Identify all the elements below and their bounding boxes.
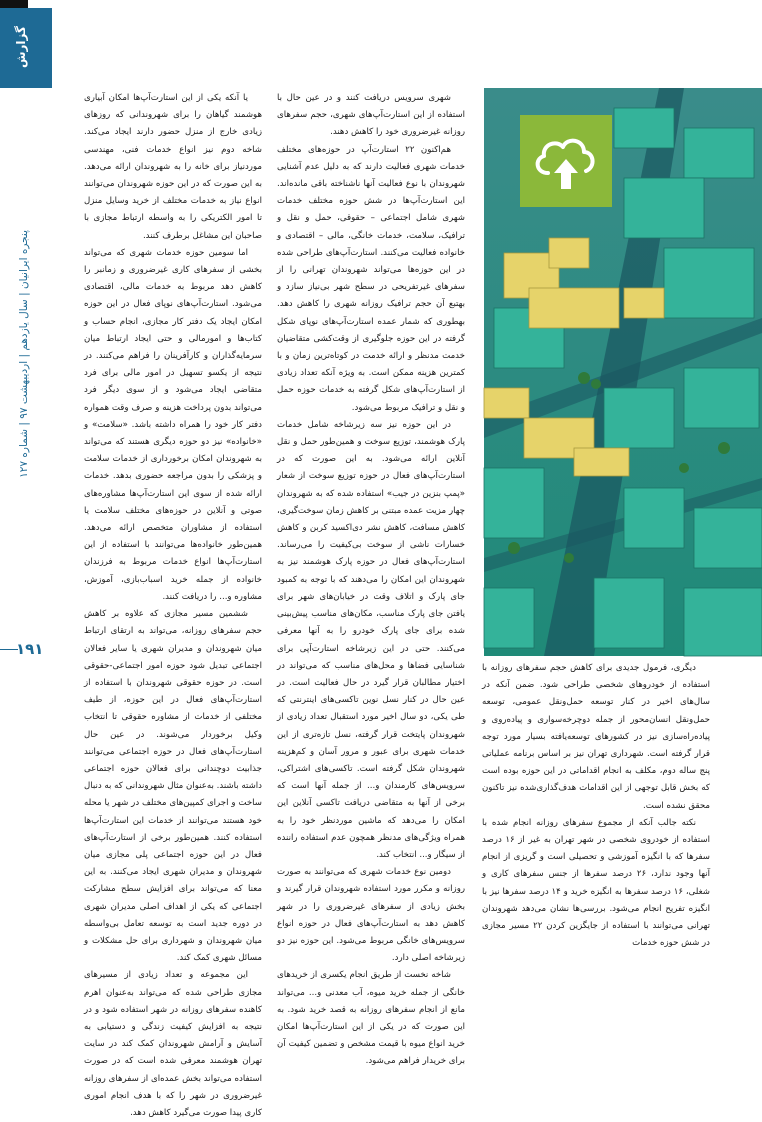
paragraph: هم‌اکنون ۲۲ استارت‌آپ در حوزه‌های مختلف خدمات شهری فعالیت دارند که به دلیل عدم آشنایی شهروندان با نوع فعالیت آنها ناشناخته باقی مانده‌اند. این استارت‌آپ‌ها در شش حوزه مختلف خدمات شهری شامل اجتماعی – حقوقی، حمل و نقل و ترافیک، سلامت، خدمات خانگی، مالی – اقتصادی و خانواده فعالیت می‌کنند. استارت‌آپ‌های طراحی شده در این حوزه‌ها می‌تواند شهروندان تهرانی را از سفرهای غیرتفریحی در سطح شهر بی‌نیاز سازد و بهتبع آن حجم ترافیک روزانه شهری را کاهش دهد. بهطوری که شمار عمده استارت‌آپ‌های نوپای شکل گرفته در این حوزه جلوگیری از وقت‌کشی متقاضیان خدمت مدنظر و ارائه خدمت در کوتاه‌ترین زمان و با کمترین هزینه ممکن است. به ویژه آنکه تعداد زیادی از استارت‌آپ‌های شکل گرفته به خدمات حوزه حمل و نقل و ترافیک مربوط می‌شود.: [277, 144, 465, 413]
paragraph: این مجموعه و تعداد زیادی از مسیرهای مجازی طراحی شده که می‌تواند به‌عنوان اهرم کاهنده سفرهای روزانه در شهر استفاده شود و در نتیجه به افزایش کیفیت زندگی و دستیابی به آسایش و آرامش شهروندان کمک کند در سایت تهران هوشمند معرفی شده است که در صورت استفاده می‌تواند بخش عمده‌ای از سفرهای روزانه غیرضروری در شهر را که با هدف انجام اموری کاری پیدا صورت می‌گیرد کاهش دهد.: [84, 970, 262, 1118]
page-number: ۱۹۱: [16, 640, 44, 658]
paragraph: اما سومین حوزه خدمات شهری که می‌تواند بخشی از سفرهای کاری غیرضروری و زمانبر را کاهش دهد مربوط به خدمات مالی، اقتصادی می‌شود. استارت‌آپ‌های نوپای فعال در این حوزه امکان ایجاد یک دفتر کار مجازی، انجام حساب و کتاب‌ها و امورمالی و حتی ایجاد ارتباط میان سرمایه‌گذاران و کارآفرینان را فراهم می‌کنند. در نتیجه از یکسو تسهیل در امور مالی برای فرد متقاضی ایجاد می‌شود و از سوی دیگر فرد می‌تواند بدون پرداخت هزینه و صرف وقت همواره دفتر کار خود را همراه داشته باشد. «سلامت» و «خانواده» نیز دو حوزه دیگری هستند که می‌تواند به شهروندان امکان برخورداری از خدمات سلامت و پزشکی را بدون مراجعه حضوری بدهد. خدمات ارائه شده از سوی این استارت‌آپ‌ها مشاوره‌های صوتی و آنلاین در حوزه‌های مختلف سلامت یا استفاده از مشاوران متخصص ارائه می‌دهد. همین‌طور خانواده‌ها می‌توانند با استفاده از این استارت‌آپ‌ها انواع خدمات مربوط به فرزندان خانواده از جمله خرید اسباب‌بازی، آموزش، مشاوره و... را دریافت کنند.: [84, 247, 262, 602]
issue-meta-text: پنجره ایرانیان | سال یازدهم | اردیبهشت ۹۷ | شماره ۱۲۷: [18, 230, 30, 478]
issue-meta: [0, 230, 50, 620]
article-column-middle: [277, 90, 465, 1067]
page-number-box: [0, 636, 50, 664]
paragraph: شهری سرویس دریافت کنند و در عین حال با استفاده از این استارت‌آپ‌های شهری، حجم سفرهای روزانه غیرضروری خود را کاهش دهند.: [277, 93, 465, 138]
paragraph: دیگری، فرمول جدیدی برای کاهش حجم سفرهای روزانه با استفاده از خودروهای شخصی طراحی شود. ضمن آنکه در سال‌های اخیر در کنار توسعه حمل‌ونقل عمومی، توسعه حمل‌ونقل انسان‌محور از جمله دوچرخه‌سواری و پیاده‌روی و پیاده‌راه‌سازی نیز در کشورهای توسعه‌یافته بسیار مورد توجه قرار گرفته است. شهرداری تهران نیز بر اساس برنامه عملیاتی پنج ساله دوم، مکلف به انجام اقداماتی در این حوزه بوده است که بخش قابل توجهی از این اقدامات هدف‌گذاری‌شده نیز تاکنون محقق نشده است.: [482, 663, 710, 811]
section-tab: [0, 8, 52, 88]
top-corner-bar: [0, 0, 28, 8]
section-tab-label: گزارش: [14, 26, 28, 69]
paragraph: دومین نوع خدمات شهری که می‌توانند به صورت روزانه و مکرر مورد استفاده شهروندان قرار گیرند و بخش زیادی از سفرهای غیرضروری را در شهر کاهش دهد به استارت‌آپ‌های فعال در حوزه انواع سرویس‌های خانگی مربوط می‌شود. این حوزه نیز دو زیرشاخه اصلی دارد.: [277, 867, 465, 964]
paragraph: یا آنکه یکی از این استارت‌آپ‌ها امکان آبیاری هوشمند گیاهان را برای شهروندانی که روزهای زیادی خارج از منزل حضور دارند ایجاد می‌کند. شاخه دوم نیز انواع خدمات فنی، مهندسی موردنیاز برای خانه را به شهروندان ارائه می‌دهد. به این صورت که در این حوزه شهروندان می‌توانند انواع نیاز به خدمات مختلف از خرید وسایل منزل تا امور الکتریکی را به واسطه ارتباط مجازی با صاحبان این مشاغل برطرف کنند.: [84, 93, 262, 241]
article-column-right: [482, 660, 710, 970]
paragraph: نکته جالب آنکه از مجموع سفرهای روزانه انجام شده با استفاده از خودروی شخصی در شهر تهران به غیر از ۱۶ درصد سفرها که با انگیزه آموزشی و تحصیلی است و گریزی از انجام آنها وجود ندارد، ۲۶ درصد سفرها از جنس سفرهای کاری و شغلی، ۱۶ درصد سفرها به انگیزه خرید و ۱۴ درصد سفرها نیز با انگیزه تفریح انجام می‌شود. بررسی‌ها نشان می‌دهد شهروندان تهرانی می‌توانند با استفاده از جایگزین کردن ۲۲ مسیر مجازی در شش حوزه خدمات: [482, 817, 710, 949]
article-column-left: [84, 90, 262, 1118]
paragraph: ششمین مسیر مجازی که علاوه بر کاهش حجم سفرهای روزانه، می‌تواند به ارتقای ارتباط میان شهروندان و مدیران شهری یا سایر فعالان اجتماعی تبدیل شود حوزه امور اجتماعی-حقوقی است. در حوزه حقوقی شهروندان با استفاده از استارت‌آپ‌های فعال در این حوزه، از طیف مختلفی از خدمات از مشاوره حقوقی تا انتخاب وکیل برخوردار می‌شوند. در عین حال استارت‌آپ‌های فعال در حوزه اجتماعی می‌توانند جذابیت دوچندانی برای فعالان حوزه اجتماعی داشته باشند. به‌عنوان مثال شهروندانی که به دنبال ساخت و اجرای کمپین‌های مختلف در شهر یا محله خود هستند می‌توانند از خدمات این استارت‌آپ‌ها استفاده کنند. همین‌طور برخی از استارت‌آپ‌های فعال در این حوزه اجتماعی پلی مجازی میان شهروندان و مدیران شهری ایجاد می‌کنند. به این معنا که می‌تواند برای افزایش سطح مشارکت اجتماعی که یکی از اهداف اصلی مدیران شهری در دوره جدید است به توسعه تعامل بی‌واسطه میان شهروندان و شهرداری برای حل مشکلات و مسائل شهری کمک کند.: [84, 609, 262, 964]
paragraph: شاخه نخست از طریق انجام یکسری از خریدهای خانگی از جمله خرید میوه، آب معدنی و... می‌تواند مانع از انجام سفرهای روزانه به قصد خرید شود. به این صورت که در یکی از این استارت‌آپ‌ها امکان خرید انواع میوه با قیمت مشخص و تضمین کیفیت آن برای خریدار فراهم می‌شود.: [277, 970, 465, 1067]
cloud-upload-icon-graphic: [520, 115, 612, 207]
paragraph: در این حوزه نیز سه زیرشاخه شامل خدمات پارک هوشمند، توزیع سوخت و همین‌طور حمل و نقل آنلاین ارائه می‌شود. به این صورت که در استارت‌آپ‌های فعال در حوزه توزیع سوخت از شعار «پمپ بنزین در جیب» استفاده شده که به شهروندان چهار مزیت عمده مبتنی بر کاهش زمان سوخت‌گیری، کاهش مسافت، کاهش نشر دی‌اکسید کربن و کاهش خسارات ناشی از سوخت بی‌کیفیت را می‌رساند. استارت‌آپ‌های فعال در حوزه پارک هوشمند نیز به شهروندان این امکان را می‌دهند که با توجه به کمبود جای پارک و اتلاف وقت در خیابان‌های شهر برای یافتن جای پارک مناسب، مکان‌های مناسب پیش‌بینی شده برای جای پارک خودرو را به آنها معرفی می‌کنند. حتی در این زیرشاخه استارت‌آپی برای شناسایی فضاها و محل‌های مناسب که می‌تواند در اختیار مطالبان قرار گیرد در حال فعالیت است. در عین حال در کنار نسل نوین تاکسی‌های اینترنتی که طی یکی، دو سال اخیر مورد استقبال تعداد زیادی از شهروندان پایتخت قرار گرفته، نسل تازه‌تری از این خدمات شهری برای عبور و مرور آسان و کم‌هزینه شهروندان شکل گرفته است. تاکسی‌های اشتراکی، سرویس‌های کارمندان و... از جمله آنها است که برخی از آنها به متقاضی دریافت تاکسی آنلاین این امکان را می‌دهد که ماشین موردنظر خود را به همراه ویژگی‌های مدنظر همچون عدم استفاده راننده از سیگار و... انتخاب کند.: [277, 419, 465, 860]
cloud-upload-icon: [520, 115, 612, 207]
